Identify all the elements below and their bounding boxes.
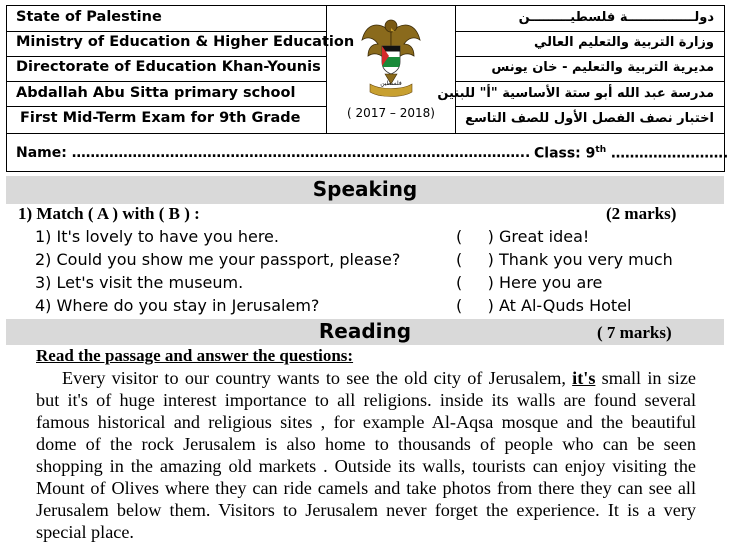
reading-marks: ( 7 marks) <box>597 323 672 342</box>
class-dots: ……………………. <box>606 145 729 162</box>
class-field-label <box>534 145 728 162</box>
match-item-b-2[interactable]: ( ) Thank you very much <box>456 250 673 269</box>
header-directorate-ar: مديرية التربية والتعليم - خان يونس <box>491 60 714 75</box>
match-item-a-4: 4) Where do you stay in Jerusalem? <box>35 296 320 315</box>
header-school: Abdallah Abu Sitta primary school <box>16 85 296 101</box>
header-ministry-ar: وزارة التربية والتعليم العالي <box>533 35 714 50</box>
reading-title: Reading <box>318 319 412 343</box>
passage-underlined-word: it's <box>572 368 596 388</box>
passage-part-1: Every visitor to our country wants to see the old city of Jerusalem, <box>62 368 573 388</box>
header-ministry: Ministry of Education & Higher Education <box>16 34 355 50</box>
match-item-a-3: 3) Let's visit the museum. <box>35 273 244 292</box>
match-item-b-3[interactable]: ( ) Here you are <box>456 273 603 292</box>
name-field-label: Name: …………………………………………………………………………………….. <box>16 145 531 161</box>
academic-year: ( 2017 – 2018) <box>347 106 435 120</box>
header-school-ar: مدرسة عبد الله أبو ستة الأساسية "أ" للبنين <box>437 86 714 101</box>
header-exam-ar: اختبار نصف الفصل الأول للصف التاسع <box>465 111 714 126</box>
header-state: State of Palestine <box>16 9 162 25</box>
speaking-section-band <box>6 176 724 204</box>
reading-instruction: Read the passage and answer the questions: <box>36 346 354 365</box>
header-exam: First Mid-Term Exam for 9th Grade <box>20 110 301 126</box>
header-directorate: Directorate of Education Khan-Younis <box>16 59 321 75</box>
header-state-ar: دولـــــــــــــــة فلسطيـــــــــن <box>518 10 714 25</box>
match-item-b-1[interactable]: ( ) Great idea! <box>456 227 590 246</box>
emblem-caption: فلسطين <box>380 80 402 87</box>
match-item-a-1: 1) It's lovely to have you here. <box>35 227 279 246</box>
speaking-question: 1) Match ( A ) with ( B ) : <box>18 204 200 223</box>
class-superscript: th <box>595 145 607 155</box>
reading-passage <box>36 367 696 543</box>
passage-part-2: small in size but it's of huge interest importance to all religions. inside its walls are found several famous historical and religious sites , for example Al-Aqsa mosque and the beautiful dome of the rock Jerusalem is also home to thousands of people who can be seen shopping in the amazing old markets . Outside its walls, tourists can enjoy visiting the Mount of Olives where they can ride camels and take photos from there they can see all Jerusalem below them. Visitors to Jerusalem never forget the experience. It is a very special place. <box>36 368 697 542</box>
match-item-b-4[interactable]: ( ) At Al-Quds Hotel <box>456 296 632 315</box>
speaking-title: Speaking <box>312 177 418 201</box>
match-item-a-2: 2) Could you show me your passport, please? <box>35 250 401 269</box>
speaking-marks: (2 marks) <box>606 204 677 223</box>
class-label: Class: 9 <box>534 145 596 162</box>
